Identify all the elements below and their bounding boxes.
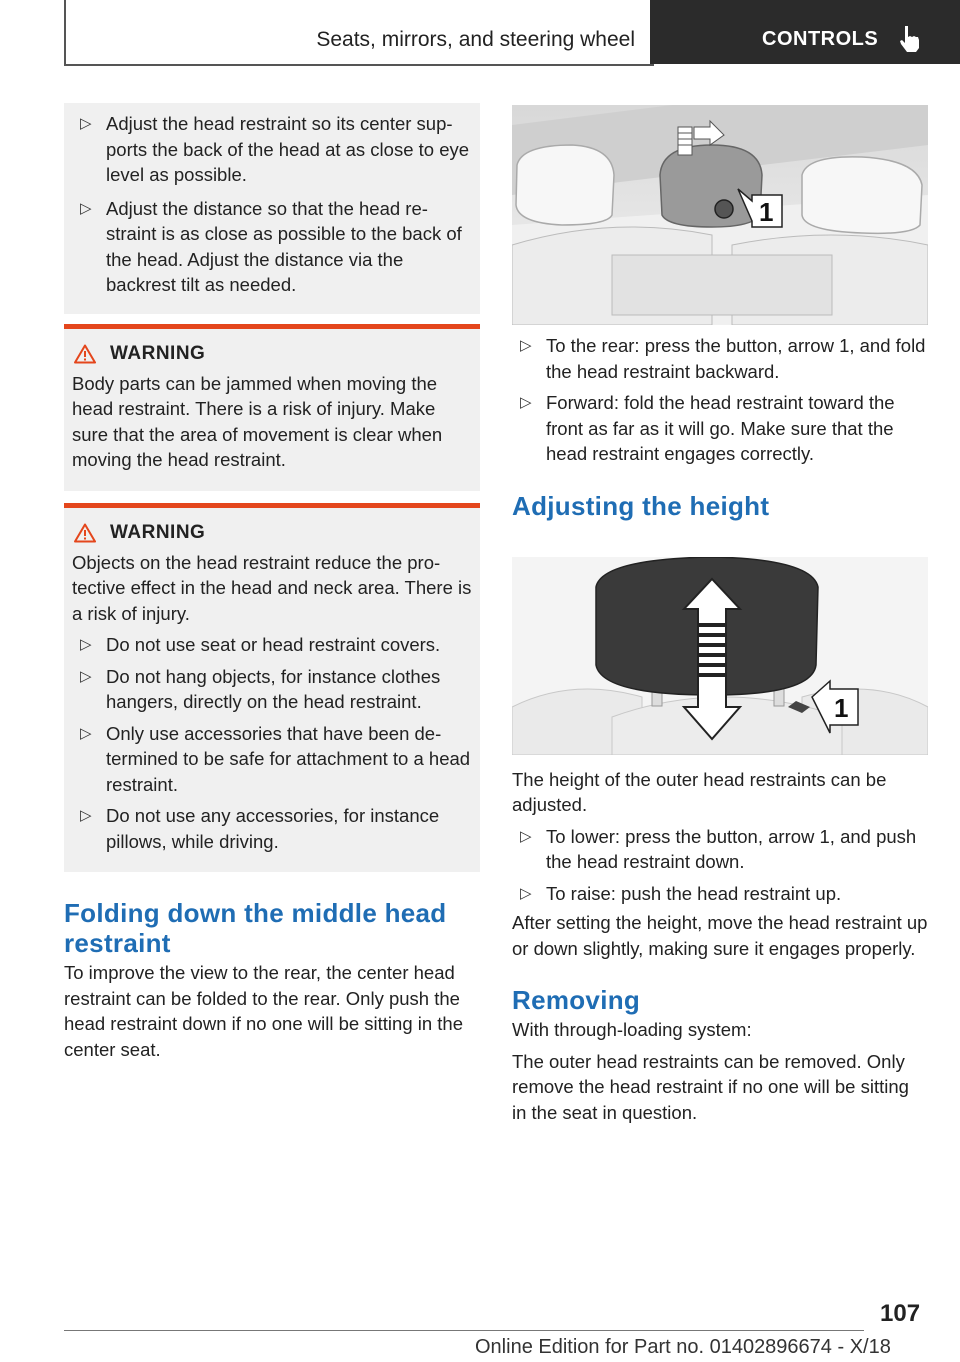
triangle-bullet-icon: ▷ — [520, 337, 532, 354]
fold-headrest-illustration — [512, 105, 928, 325]
callout-number: 1 — [759, 197, 774, 227]
warning-triangle-icon — [74, 344, 96, 364]
triangle-bullet-icon: ▷ — [520, 827, 532, 845]
removing-heading: Removing — [512, 985, 641, 1015]
warning-header — [74, 343, 472, 365]
height-headrest-figure — [512, 557, 928, 755]
left-column — [64, 103, 480, 1062]
triangle-bullet-icon: ▷ — [520, 394, 532, 411]
fold-bullet-list — [512, 333, 928, 467]
adjust-info-box — [64, 103, 480, 314]
list-item: ▷ Adjust the head restraint so its center supports the back of the head at as close to eye level as possible. — [80, 113, 470, 185]
list-item: ▷ Adjust the distance so that the head restraint is as close as possible to the back of the head. Adjust the distance via the backrest tilt as needed. — [80, 197, 462, 295]
list-item: ▷ Do not use seat or head restraint covers. — [72, 632, 472, 658]
warning-bullet-list — [72, 632, 472, 854]
warning-header — [74, 522, 472, 544]
chapter-tab — [650, 0, 960, 64]
removing-intro: With through-loading system: — [512, 1019, 752, 1040]
height-heading: Adjusting the height — [512, 490, 770, 521]
height-headrest-illustration — [512, 557, 928, 755]
list-item: ▷ Only use accessories that have been determined to be safe for attachment to a head restraint. — [80, 722, 471, 795]
height-intro: The height of the outer head restraints can be adjusted. — [512, 768, 887, 815]
adjust-bullet-list — [72, 111, 472, 298]
triangle-bullet-icon: ▷ — [80, 199, 92, 217]
height-bullet-list — [512, 824, 928, 907]
callout-number: 1 — [834, 692, 849, 723]
header-bottom-rule — [64, 64, 654, 66]
height-after-text: After setting the height, move the head restraint up or down slightly, making sure it engages properly. — [512, 912, 928, 959]
removing-text: The outer head restraints can be removed. Only remove the head restraint if no one will be sitting in the seat in question. — [512, 1050, 909, 1123]
triangle-bullet-icon: ▷ — [80, 667, 92, 685]
header-left-rule — [64, 0, 66, 64]
list-item: ▷ To raise: push the head restraint up. — [512, 881, 928, 907]
triangle-bullet-icon: ▷ — [520, 884, 532, 902]
right-column — [512, 105, 928, 1125]
warning-text: Body parts can be jammed when moving the head restraint. There is a risk of injury. Make sure that the area of movement is clear when moving the head restraint. — [72, 372, 443, 470]
edition-text: Online Edition for Part no. 01402896674 - X/18 — [475, 1336, 891, 1358]
folding-text: To improve the view to the rear, the center head restraint can be folded to the rear. Only push the head restraint down if no one will be sitting in the center seat. — [64, 962, 464, 1060]
page-header — [64, 0, 960, 66]
fold-headrest-figure — [512, 105, 928, 325]
triangle-bullet-icon: ▷ — [80, 724, 92, 742]
triangle-bullet-icon: ▷ — [80, 636, 92, 653]
warning-title: WARNING — [110, 521, 206, 543]
warning-text: Objects on the head restraint reduce the protective effect in the head and neck area. There is a risk of injury. — [72, 551, 472, 624]
list-item: ▷ To lower: press the button, arrow 1, and push the head restraint down. — [520, 825, 917, 872]
pointing-hand-icon — [896, 24, 922, 54]
warning-triangle-icon — [74, 523, 96, 543]
triangle-bullet-icon: ▷ — [80, 115, 92, 132]
warning-title: WARNING — [110, 342, 206, 364]
list-item: ▷ Forward: fold the head restraint toward the front as far as it will go. Make sure that the head restraint engages correctly. — [520, 392, 895, 464]
warning-box-objects — [64, 503, 480, 873]
folding-heading: Folding down the middle head restraint — [64, 898, 447, 958]
list-item: ▷ Do not hang objects, for instance clothes hangers, directly on the head restraint. — [80, 665, 441, 712]
warning-box-jamming — [64, 324, 480, 491]
chapter-label: CONTROLS — [762, 28, 879, 50]
list-item: ▷ To the rear: press the button, arrow 1, and fold the head restraint backward. — [520, 335, 926, 382]
page-number: 107 — [880, 1300, 921, 1327]
section-title: Seats, mirrors, and steering wheel — [316, 28, 635, 51]
list-item: ▷ Do not use any accessories, for instance pillows, while driving. — [80, 805, 440, 852]
triangle-bullet-icon: ▷ — [80, 807, 92, 824]
footer-rule — [64, 1330, 864, 1331]
